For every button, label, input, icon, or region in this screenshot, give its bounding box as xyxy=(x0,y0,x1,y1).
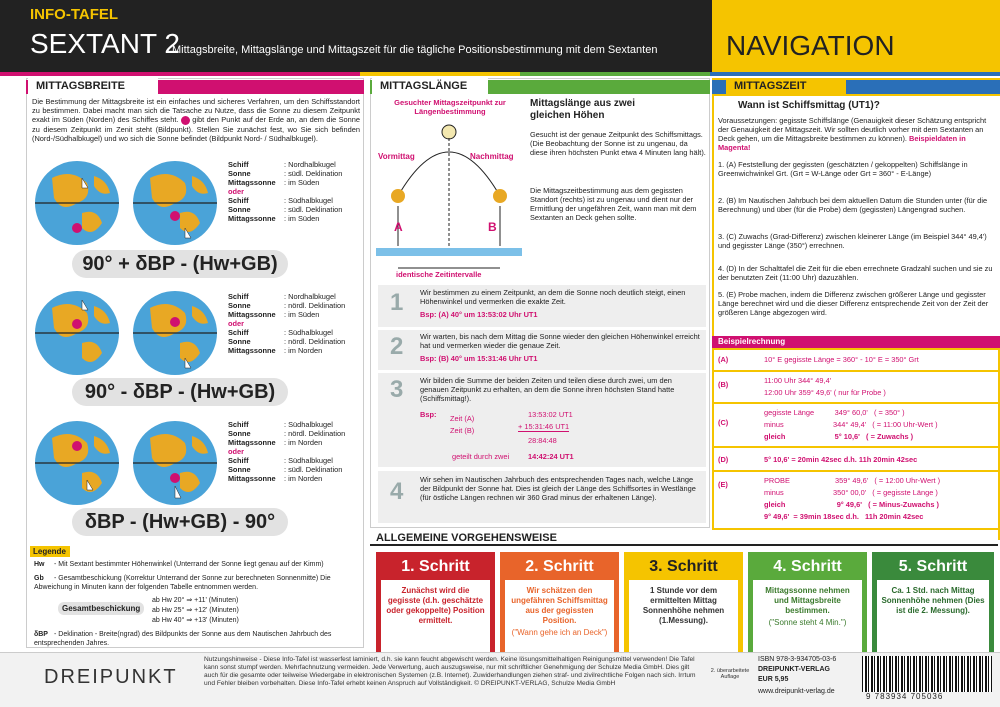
formula-3: δBP - (Hw+GB) - 90° xyxy=(72,508,288,536)
gb-row-1: ab Hw 20° ⇒ +11' (Minuten) xyxy=(152,597,239,604)
footer-notice: Nutzungshinweise - Diese Info-Tafel ist wasserfest laminiert, d.h. sie kann feucht abgewischt werden. Keine lösungsmittelhaltigen Reinigungsmittel verwenden! Die Tafel kann sonst stumpf werden. Mehrfachnutzung vermeiden. Jede Verwertung, auch auszugsweise, nur mit schriftlicher Genehmigung der Schulze Media GmbH. Dies gilt auch für die gesamte oder teilweise Wiedergabe in elektronischen Systemen (z.B. Internet). Zuwiderhandlungen ziehen straf- und zivilrechtliche Folgen nach sich. Irrtum und Fehler bleiben vorbehalten. Diese Info-Tafel erhebt keinen Anspruch auf Vollständigkeit. © DREIPUNKT-VERLAG, Schulze Media GmbH xyxy=(204,656,696,687)
section-mittagsbreite: MITTAGSBREITE xyxy=(28,78,158,94)
c1a: : Nordhalbkugel xyxy=(284,160,336,169)
step-4-sub: ("Sonne steht 4 Min.") xyxy=(768,618,847,627)
zeit-l4: 4. (D) In der Schalttafel die Zeit für die eben errechnete Gradzahl suchen und sie zu der benutzten Zeit (11:00 Uhr) dazuzählen. xyxy=(718,264,993,282)
step-5-title: 5. Schritt xyxy=(898,558,968,575)
hw-key: Hw xyxy=(34,561,45,568)
laenge-s2-bsp: Bsp: (B) 40° um 15:31:46 Uhr UT1 xyxy=(420,354,538,363)
k-sonne: Sonne xyxy=(228,169,251,178)
zeit-a-label: Zeit (A) xyxy=(450,414,475,423)
k-sonne: Sonne xyxy=(228,337,251,346)
ex-e-3: gleich 9° 49,6' ( = Minus-Zuwachs ) xyxy=(764,500,939,509)
c2d: : Südhalbkugel xyxy=(284,328,333,337)
k-sonne: Sonne xyxy=(228,429,251,438)
gb-text: - Gesamtbeschickung (Korrektur Unterrand der Sonne zur berechneten Sonnenmitte) Die Abweichung in Minuten kann der folgenden Tabelle entnommen werden. xyxy=(34,575,331,591)
globe-4 xyxy=(130,288,220,378)
case2-text xyxy=(228,292,362,355)
legende-hw xyxy=(34,560,360,569)
footer-isbn: ISBN 978-3-934705-03-6 xyxy=(758,656,837,663)
legende-dbp xyxy=(34,630,360,648)
k-schiff: Schiff xyxy=(228,328,249,337)
step-4-title: 4. Schritt xyxy=(773,558,842,575)
globe-1 xyxy=(32,158,122,248)
c3f: : im Norden xyxy=(284,474,323,483)
ex-b-box xyxy=(714,372,998,402)
gb-row-2: ab Hw 25° ⇒ +12' (Minuten) xyxy=(152,607,239,614)
ex-d-key: (D) xyxy=(718,455,729,464)
k-ms: Mittagssonne xyxy=(228,474,276,483)
edition-badge: 2. überarbeitete Auflage xyxy=(710,668,750,680)
point-b-label: B xyxy=(488,220,497,234)
ex-c-3: gleich 5° 10,6' ( = Zuwachs ) xyxy=(764,432,914,441)
page-title: SEXTANT 2 xyxy=(30,28,180,59)
zeit-l1: 1. (A) Feststellung der gegissten (geschätzten / gekoppelten) Schiffslänge in Greenwichwinkel Grt. (Grt = W-Länge oder Grt = 360° - E-Länge) xyxy=(718,160,968,178)
zeit-b-value: + 15:31:46 UT1 xyxy=(518,422,570,431)
laenge-p1: Gesucht ist der genaue Zeitpunkt des Schiffsmittags. (Die Beobachtung der Sonne ist zu ungenau, da diese ihren höchsten Punkt etwa 4 Minuten lang hält). xyxy=(530,130,706,157)
case1-text xyxy=(228,160,362,223)
c3b: : nördl. Deklination xyxy=(284,429,346,438)
zeit-div-label: geteilt durch zwei xyxy=(452,452,510,461)
k-ms: Mittagssonne xyxy=(228,346,276,355)
legende-gb xyxy=(34,574,360,592)
legende-title: Legende xyxy=(30,546,70,557)
formula-2: 90° - δBP - (Hw+GB) xyxy=(72,378,288,406)
step-4-text: Mittagssonne nehmen und Mittagsbreite bestimmen. xyxy=(765,586,850,615)
footer-price: EUR 5,95 xyxy=(758,676,789,683)
intervall-label: identische Zeitintervalle xyxy=(396,270,482,279)
laenge-s1-bsp: Bsp: (A) 40° um 13:53:02 Uhr UT1 xyxy=(420,310,538,319)
zeit-intro-text: Voraussetzungen: gegisste Schiffslänge (Genauigkeit dieser Schätzung entspricht der Genauigkeit der Mittagszeit. Wir sollten deutlich vorher mit dem Sextanten an Deck gehen, um die Mittagsbreite bestimmen zu können). xyxy=(718,116,987,143)
step-1-title: 1. Schritt xyxy=(401,558,470,575)
ex-c-2: minus 344° 49,4' ( = 11:00 Uhr-Wert ) xyxy=(764,420,938,429)
c3d: : Südhalbkugel xyxy=(284,456,333,465)
k-ms: Mittagssonne xyxy=(228,178,276,187)
allgemein-bar: ALLGEMEINE VORGEHENSWEISE xyxy=(370,530,998,546)
gb-table-label: Gesamtbeschickung xyxy=(58,602,144,615)
zeit-result: 14:42:24 UT1 xyxy=(528,452,574,461)
breite-intro xyxy=(32,97,360,143)
formula-1: 90° + δBP - (Hw+GB) xyxy=(72,250,288,278)
gb-key: Gb xyxy=(34,575,44,582)
barcode-number: 9 783934 705036 xyxy=(866,692,944,701)
globe-6 xyxy=(130,418,220,508)
zeit-sum: 28:84:48 xyxy=(528,436,557,445)
zeit-b-label: Zeit (B) xyxy=(450,426,475,435)
k-schiff: Schiff xyxy=(228,420,249,429)
k-sonne: Sonne xyxy=(228,465,251,474)
point-a-label: A xyxy=(394,220,403,234)
dbp-key: δBP xyxy=(34,631,48,638)
oder-3: oder xyxy=(228,447,245,456)
ex-c-1: gegisste Länge 349° 60,0' ( = 350° ) xyxy=(764,408,905,417)
step-5-text: Ca. 1 Std. nach Mittag Sonnenhöhe nehmen (Dies ist die 2. Messung). xyxy=(881,586,985,615)
k-sonne: Sonne xyxy=(228,205,251,214)
nachmittag-label: Nachmittag xyxy=(470,152,514,161)
breite-intro-text: Die Bestimmung der Mittagsbreite ist ein einfaches und sicheres Verfahren, um den Schiffsstandort zu bestimmen. Dabei macht man sich die Tatsache zu Nutze, dass die Sonne zu diesem Zeitpunkt exakt im Süden (Norden) des Schiffes steht. xyxy=(32,97,360,124)
ex-a-text: 10° E gegisste Länge = 360° - 10° E = 350° Grt xyxy=(764,355,919,364)
barcode xyxy=(862,656,992,692)
k-schiff: Schiff xyxy=(228,456,249,465)
globe-5 xyxy=(32,418,122,508)
step-2-sub: ("Wann gehe ich an Deck") xyxy=(511,628,608,637)
laenge-s1: Wir bestimmen zu einem Zeitpunkt, an dem die Sonne noch deutlich steigt, einen Höhenwinkel und vermerken die exakte Zeit. xyxy=(420,288,686,306)
k-schiff: Schiff xyxy=(228,160,249,169)
laenge-s3: Wir bilden die Summe der beiden Zeiten und teilen diese durch zwei, um den genauen Zeitpunkt zu erhalten, an dem die Sonne ihren höchsten Stand hatte (Schiffsmittag!). xyxy=(420,376,675,403)
c2a: : Nordhalbkugel xyxy=(284,292,336,301)
c2e: : nördl. Deklination xyxy=(284,337,346,346)
ex-c-key: (C) xyxy=(718,418,729,427)
zeit-l5: 5. (E) Probe machen, indem die Differenz zwischen größerer Länge und gegisster Länge berechnet wird und die dieser Differenz entsprechende Zeit von der Zeit der größeren Länge abgezogen wird. xyxy=(718,290,989,317)
gb-row-3: ab Hw 40° ⇒ +13' (Minuten) xyxy=(152,617,239,624)
c1b: : südl. Deklination xyxy=(284,169,343,178)
ex-e-4: 9° 49,6' = 39min 18sec d.h. 11h 20min 42sec xyxy=(764,512,924,521)
zeit-l2: 2. (B) Im Nautischen Jahrbuch bei dem aktuellen Datum die Stunden unter (für die Berechnung) und über (für die Probe) dem (gegissten) Längengrad suchen. xyxy=(718,196,988,214)
zeit-a-value: 13:53:02 UT1 xyxy=(528,410,573,419)
zeit-intro-mag: Beispieldaten in Magenta! xyxy=(718,134,966,152)
hw-text: - Mit Sextant bestimmter Höhenwinkel (Unterrand der Sonne liegt genau auf der Kimm) xyxy=(54,561,324,568)
k-schiff: Schiff xyxy=(228,196,249,205)
laenge-s4: Wir sehen im Nautischen Jahrbuch des entsprechenden Tages nach, welche Länge der Bildpunkt der Sonne hat. Dies ist gleich der Länge des Schiffsortes in Westlänge (für östliche Längen rechnen wir 360 Grad minus der erhaltenen Länge). xyxy=(420,475,696,502)
vormittag-label: Vormittag xyxy=(378,152,415,161)
c2b: : nördl. Deklination xyxy=(284,301,346,310)
oder-2: oder xyxy=(228,319,245,328)
ex-b-2: 12:00 Uhr 359° 49,6' ( nur für Probe ) xyxy=(764,388,886,397)
c1e: : südl. Deklination xyxy=(284,205,343,214)
c2f: : im Norden xyxy=(284,346,323,355)
step-1-text: Zunächst wird die gegisste (d.h. geschätzte oder gekoppelte) Position ermittelt. xyxy=(386,586,485,625)
k-schiff: Schiff xyxy=(228,292,249,301)
c1f: : im Süden xyxy=(284,214,320,223)
c3c: : im Norden xyxy=(284,438,323,447)
laenge-s3-bsp: Bsp: xyxy=(420,410,437,419)
zeit-l3: 3. (C) Zuwachs (Grad-Differenz) zwischen kleinerer Länge (im Beispiel 344° 49,4') und gegisster Länge (350°) errechnen. xyxy=(718,232,987,250)
ex-a-key: (A) xyxy=(718,355,729,364)
step-num-4: 4 xyxy=(390,478,404,505)
k-ms: Mittagssonne xyxy=(228,438,276,447)
zeit-intro xyxy=(718,116,994,152)
footer-verlag: DREIPUNKT-VERLAG xyxy=(758,666,830,673)
step-2-title: 2. Schritt xyxy=(525,558,594,575)
ex-e-key: (E) xyxy=(718,480,728,489)
laenge-diag-title: Gesuchter Mittagszeitpunkt zur Längenbestimmung xyxy=(394,98,506,116)
step-num-2: 2 xyxy=(390,333,404,360)
topic-label: NAVIGATION xyxy=(726,30,895,61)
step-num-3: 3 xyxy=(390,376,404,403)
laenge-head: Mittagslänge aus zwei gleichen Höhen xyxy=(530,98,636,121)
c1c: : im Süden xyxy=(284,178,320,187)
footer-web: www.dreipunkt-verlag.de xyxy=(758,688,835,695)
step-3-title: 3. Schritt xyxy=(649,558,718,575)
dbp-text: - Deklination - Breite(ngrad) des Bildpunkts der Sonne aus dem Nautischen Jahrbuch des entsprechenden Jahres. xyxy=(34,631,332,647)
case3-text xyxy=(228,420,362,483)
header-kicker: INFO-TAFEL xyxy=(30,6,119,23)
c2c: : im Süden xyxy=(284,310,320,319)
globe-3 xyxy=(32,288,122,378)
section-mittagszeit: MITTAGSZEIT xyxy=(726,78,846,94)
ex-e-2: minus 350° 00,0' ( = gegisste Länge ) xyxy=(764,488,938,497)
k-ms: Mittagssonne xyxy=(228,214,276,223)
zeit-question: Wann ist Schiffsmittag (UT1)? xyxy=(738,100,880,111)
step-3-text: 1 Stunde vor dem ermittelten Mittag Sonnenhöhe nehmen (1.Messung). xyxy=(642,586,725,625)
step-num-1: 1 xyxy=(390,289,404,316)
laenge-s2: Wir warten, bis nach dem Mittag die Sonne wieder den gleichen Höhenwinkel erreicht hat und vermerken wieder die genaue Zeit. xyxy=(420,332,700,350)
breite-intro-text2: gibt den Punkt auf der Erde an, an dem die Sonne zu diesem Zeitpunkt im Zenit steht (Bildpunkt). Stellen Sie zunächst fest, wo Sie sich befinden (Nord-/Südhalbkugel) und wo sich die Sonne befindet (Bildpunkt Nord- / Südhalbkugel). xyxy=(32,115,360,143)
globe-2 xyxy=(130,158,220,248)
laenge-p2: Die Mittagszeitbestimmung aus dem gegissten Standort (rechts) ist zu ungenau und dient nur der Ermittlung der ungefähren Zeit, wann man mit dem Sextanten an Deck gehen sollte. xyxy=(530,186,697,222)
oder-1: oder xyxy=(228,187,245,196)
ex-b-key: (B) xyxy=(718,380,729,389)
k-ms: Mittagssonne xyxy=(228,310,276,319)
sun-marker-icon xyxy=(181,116,190,125)
ex-e-1: PROBE 359° 49,6' ( = 12:00 Uhr-Wert ) xyxy=(764,476,941,485)
c3a: : Südhalbkugel xyxy=(284,420,333,429)
step-2-text: Wir schätzen den ungefähren Schiffsmittag aus der gegissten Position. xyxy=(511,586,608,625)
header-subtitle: Mittagsbreite, Mittagslänge und Mittagszeit für die tägliche Positionsbestimmung mit dem Sextanten xyxy=(172,44,658,56)
beispiel-bar: Beispielrechnung xyxy=(712,336,1000,348)
c3e: : südl. Deklination xyxy=(284,465,343,474)
brand-logo: DREIPUNKT xyxy=(44,666,178,688)
sun-path-diagram xyxy=(376,118,522,278)
ex-b-1: 11:00 Uhr 344° 49,4' xyxy=(764,376,832,385)
ex-d-text: 5° 10,6' = 20min 42sec d.h. 11h 20min 42sec xyxy=(764,455,918,464)
section-mittagslaenge: MITTAGSLÄNGE xyxy=(372,78,488,94)
k-sonne: Sonne xyxy=(228,301,251,310)
rainbow-strip xyxy=(0,72,1000,76)
c1d: : Südhalbkugel xyxy=(284,196,333,205)
